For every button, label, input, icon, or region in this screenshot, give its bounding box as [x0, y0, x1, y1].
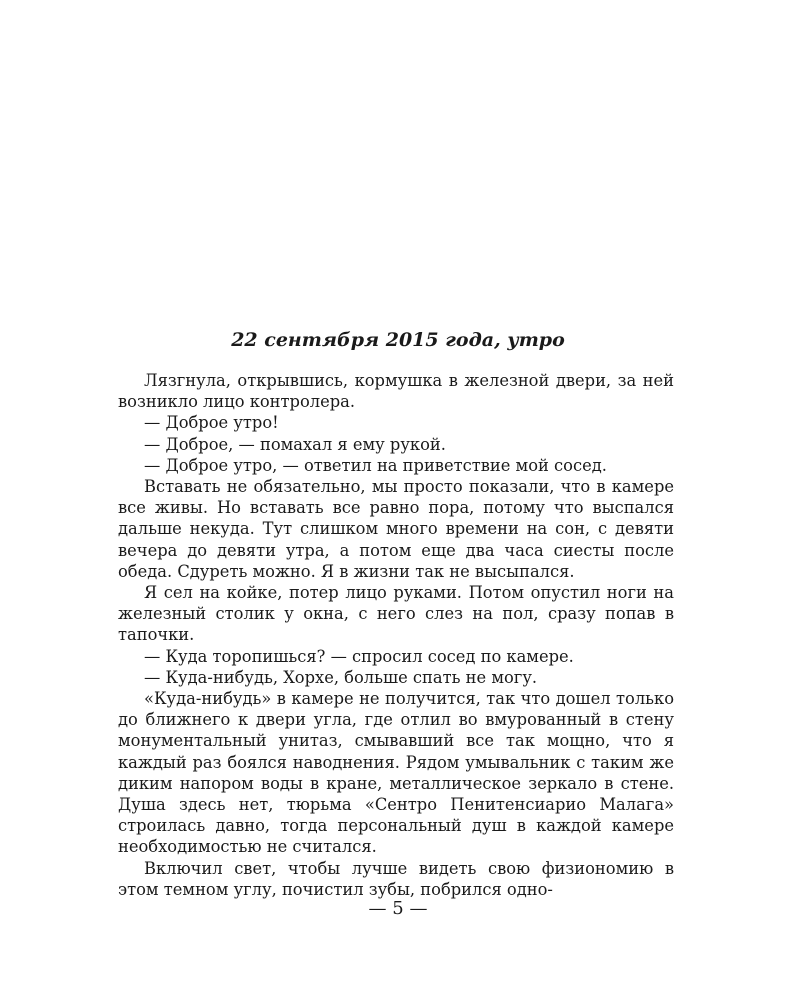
paragraph: Лязгнула, открывшись, кормушка в железной двери, за ней возникло лицо контролера. — [118, 371, 674, 412]
paragraph: Включил свет, чтобы лучше видеть свою физиономию в этом темном углу, почистил зубы, побрился одно- — [118, 858, 674, 899]
paragraph: — Куда торопишься? — спросил сосед по камере. — [144, 646, 574, 666]
paragraph: «Куда-нибудь» в камере не получится, так что дошел только до ближнего к двери угла, где отлил во вмурованный в стену монументальный унитаз, смывавший все так мощно, что я каждый раз боялся наводнения. Рядом умывальник с таким же диким напором воды в кране, металлическое зеркало в стене. Душа здесь нет, тюрьма «Сентро Пенитенсиарио Малага» строилась давно, тогда персональный душ в каждой камере необходимостью не считался. — [118, 689, 674, 857]
page-number: — 5 — — [368, 898, 428, 919]
paragraph: — Доброе, — помахал я ему рукой. — [144, 434, 446, 454]
paragraph: — Доброе утро, — ответил на приветствие мой сосед. — [144, 455, 607, 475]
paragraph: Вставать не обязательно, мы просто показали, что в камере все живы. Но вставать все равно пора, потому что выспался дальше некуда. Тут слишком много времени на сон, с девяти вечера до девяти утра, а потом еще два часа сиесты после обеда. Сдуреть можно. Я в жизни так не высыпался. — [118, 477, 674, 581]
chapter-heading: 22 сентября 2015 года, утро — [231, 329, 565, 351]
body-text — [118, 370, 674, 900]
paragraph: — Куда-нибудь, Хорхе, больше спать не могу. — [144, 667, 538, 687]
paragraph: — Доброе утро! — [144, 413, 279, 433]
paragraph: Я сел на койке, потер лицо руками. Потом опустил ноги на железный столик у окна, с него слез на пол, сразу попав в тапочки. — [118, 583, 674, 645]
